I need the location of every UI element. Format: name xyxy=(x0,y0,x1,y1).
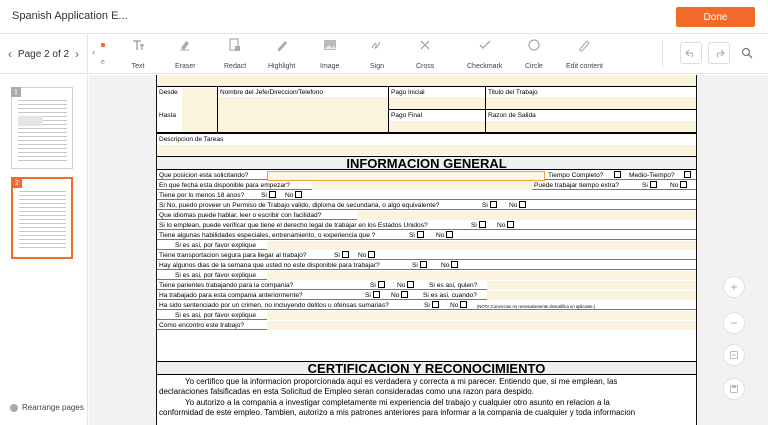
answer-field[interactable] xyxy=(357,211,696,220)
tool-cross-label: Cross xyxy=(416,63,435,70)
no-label: No xyxy=(450,302,459,309)
selected-tool-icon xyxy=(101,43,105,47)
checkbox[interactable] xyxy=(507,221,514,228)
checkbox[interactable] xyxy=(490,201,497,208)
zoom-in-button[interactable]: + xyxy=(723,276,745,298)
razon-field[interactable] xyxy=(486,121,696,132)
yes-label: Si xyxy=(261,192,267,199)
checkbox[interactable] xyxy=(368,251,375,258)
done-button[interactable]: Done xyxy=(676,7,755,27)
answer-field[interactable] xyxy=(487,291,696,300)
checkbox[interactable] xyxy=(614,171,621,178)
tool-image-label: Image xyxy=(320,63,340,70)
toolbar-divider xyxy=(662,40,663,68)
zoom-out-button[interactable]: − xyxy=(723,312,745,334)
tool-eraser-label: Eraser xyxy=(175,63,196,70)
label-hasta: Hasta xyxy=(159,112,176,119)
checkbox[interactable] xyxy=(401,291,408,298)
next-page-button[interactable]: › xyxy=(75,47,79,61)
rearrange-pages-button[interactable] xyxy=(10,403,84,412)
label-razon: Razon de Salida xyxy=(488,112,536,119)
tool-checkmark[interactable] xyxy=(467,38,502,70)
tool-sign[interactable] xyxy=(370,38,384,70)
text-icon xyxy=(131,38,145,52)
save-page-button[interactable] xyxy=(723,378,745,400)
fit-page-button[interactable] xyxy=(723,344,745,366)
title-bar xyxy=(0,0,768,34)
no-label: No xyxy=(397,282,406,289)
tool-circle-label: Circle xyxy=(525,63,543,70)
question-row xyxy=(157,261,696,270)
previous-tool-fragment[interactable] xyxy=(91,38,113,70)
question-label: Medio-Tiempo? xyxy=(629,172,675,179)
cert-line: Yo autorizo a la compania a investigar completamente mi experiencia del trabajo y cualquier otro asunto en relacion a la xyxy=(185,397,610,407)
no-label: No xyxy=(285,192,294,199)
checkbox[interactable] xyxy=(342,251,349,258)
signature-icon xyxy=(370,38,384,52)
tool-sign-label: Sign xyxy=(370,63,385,70)
checkbox[interactable] xyxy=(269,191,276,198)
question-label: Que posicion esta solicitando? xyxy=(159,172,249,179)
checkbox[interactable] xyxy=(680,181,687,188)
checkbox[interactable] xyxy=(373,291,380,298)
question-label: Ha trabajado para esta compania anteriormente? xyxy=(159,292,303,299)
image-icon xyxy=(323,38,337,52)
yes-label: Si xyxy=(642,182,648,189)
checkbox[interactable] xyxy=(417,231,424,238)
certification-heading: CERTIFICACION Y RECONOCIMIENTO xyxy=(157,361,696,375)
page-navigator xyxy=(0,34,88,74)
label-pago-final: Pago Final xyxy=(391,112,423,119)
undo-icon xyxy=(685,47,697,59)
search-icon xyxy=(741,47,753,59)
answer-field[interactable] xyxy=(267,271,696,280)
checkbox[interactable] xyxy=(378,281,385,288)
general-info-heading: INFORMACION GENERAL xyxy=(157,156,696,170)
checkbox[interactable] xyxy=(460,301,467,308)
question-row xyxy=(157,251,696,260)
yes-label: Si xyxy=(424,302,430,309)
question-label: Si es asi, quien? xyxy=(429,282,478,289)
fit-page-icon xyxy=(729,350,739,360)
question-row xyxy=(157,231,696,240)
chevron-left-icon[interactable]: ‹ xyxy=(92,47,96,58)
yes-label: Si xyxy=(471,222,477,229)
question-label: Ha sido sentenciado por un crimen, no incluyendo delitos u ofensas sumarias? xyxy=(159,302,389,309)
tool-cross[interactable] xyxy=(416,38,434,70)
question-label: Tiempo Completo? xyxy=(548,172,604,179)
no-label: No xyxy=(670,182,679,189)
question-label: Hay algunos dias de la semana que usted no este disponible para trabajar? xyxy=(159,262,380,269)
tool-circle[interactable] xyxy=(525,38,543,70)
tool-edit-content-label: Edit content xyxy=(566,63,603,70)
question-row xyxy=(157,201,696,210)
label-desde: Desde xyxy=(159,89,178,96)
question-row xyxy=(157,311,696,320)
checkbox[interactable] xyxy=(684,171,691,178)
selected-tool-label: e xyxy=(101,59,105,66)
toolbar xyxy=(0,34,768,74)
undo-button[interactable] xyxy=(680,42,702,64)
checkbox[interactable] xyxy=(295,191,302,198)
question-label: Si es asi, por favor explique xyxy=(175,242,256,249)
pencil-icon xyxy=(577,38,591,52)
page-number-badge: 1 xyxy=(11,87,21,97)
no-label: No xyxy=(509,202,518,209)
highlighter-icon xyxy=(275,38,289,52)
question-row xyxy=(157,241,696,250)
tool-highlight[interactable] xyxy=(268,38,295,70)
history-tools xyxy=(680,42,758,64)
no-label: No xyxy=(441,262,450,269)
thumbnail-preview-block xyxy=(18,116,43,126)
cert-line: declaraciones falsificadas en esta Solicitud de Empleo seran consideradas como una razon para despido. xyxy=(159,387,534,397)
question-row xyxy=(157,211,696,220)
eraser-icon xyxy=(178,38,192,52)
page-number-badge: 2 xyxy=(12,178,22,188)
no-label: No xyxy=(436,232,445,239)
question-label: Si lo emplean, puede verificar que tiene el derecho legal de trabajar en los Estados Unidos? xyxy=(159,222,428,229)
checkbox[interactable] xyxy=(407,281,414,288)
checkbox[interactable] xyxy=(432,301,439,308)
question-label: Tiene por lo menos 18 anos? xyxy=(159,192,245,199)
tool-text-label: Text xyxy=(131,63,145,70)
label-pago-inicial: Pago Inicial xyxy=(391,89,425,96)
cert-line: Yo certifico que la informacion proporcionada aqui es verdadera y correcta a mi parecer. Entiendo que, si me emplean, las xyxy=(185,377,618,386)
question-label: Si es asi, cuando? xyxy=(423,292,477,299)
answer-field[interactable] xyxy=(312,181,532,190)
tool-highlight-label: Highlight xyxy=(268,63,296,70)
thumbnail-preview xyxy=(18,100,67,162)
yes-label: Si xyxy=(365,292,371,299)
document-page xyxy=(156,75,697,425)
tool-checkmark-label: Checkmark xyxy=(467,63,503,70)
certification-text xyxy=(157,377,696,419)
question-label: En que fecha esta disponible para empezar? xyxy=(159,182,290,189)
question-row xyxy=(157,191,696,200)
employer-field[interactable] xyxy=(218,97,388,132)
question-label: Tiene transportacion segura para llegar al trabajo? xyxy=(159,252,307,259)
question-label: Que idiomas puede hablar, leer o escribir con facilidad? xyxy=(159,212,322,219)
question-label: Puede trabajar tiempo extra? xyxy=(534,182,620,189)
question-row xyxy=(157,171,696,180)
tool-image[interactable] xyxy=(320,38,339,70)
save-icon xyxy=(729,384,739,394)
table-divider xyxy=(388,87,389,133)
question-label: Si es asi, por favor explique xyxy=(175,312,256,319)
question-row xyxy=(157,281,696,290)
redo-button[interactable] xyxy=(708,42,730,64)
page-indicator: Page 2 of 2 xyxy=(17,48,70,60)
question-row xyxy=(157,221,696,230)
no-label: No xyxy=(358,252,367,259)
question-label: Tiene algunas habilidades especiales, entrenamiento, o experiencia que ? xyxy=(159,232,376,239)
no-label: No xyxy=(497,222,506,229)
checkbox[interactable] xyxy=(650,181,657,188)
checkbox[interactable] xyxy=(446,231,453,238)
no-label: No xyxy=(391,292,400,299)
yes-label: Si xyxy=(412,262,418,269)
checkbox[interactable] xyxy=(519,201,526,208)
search-button[interactable] xyxy=(736,42,758,64)
question-row xyxy=(157,271,696,280)
cross-icon xyxy=(418,38,432,52)
titulo-field[interactable] xyxy=(486,97,696,109)
task-description-row xyxy=(157,133,696,155)
table-divider xyxy=(485,87,486,133)
answer-field[interactable] xyxy=(267,321,696,330)
tool-edit-content[interactable] xyxy=(566,38,603,70)
redo-icon xyxy=(713,47,725,59)
question-row xyxy=(157,301,696,310)
document-title: Spanish Application E... xyxy=(12,10,128,22)
rearrange-label: Rearrange pages xyxy=(22,403,84,412)
note-text: (NOTA:Conviccion no necesariamente descalifica un aplicante.) xyxy=(477,304,596,309)
question-row xyxy=(157,291,696,300)
form-field-fill xyxy=(157,75,696,86)
circle-icon xyxy=(527,38,541,52)
checkbox[interactable] xyxy=(420,261,427,268)
label-titulo: Titulo del Trabajo xyxy=(488,89,538,96)
yes-label: Si xyxy=(409,232,415,239)
page-thumbnails-sidebar xyxy=(0,75,88,425)
redact-icon xyxy=(228,38,242,52)
checkmark-icon xyxy=(478,38,492,52)
position-input[interactable] xyxy=(267,171,545,181)
question-label: Tiene parientes trabajando para la compania? xyxy=(159,282,294,289)
rearrange-icon xyxy=(10,404,18,412)
pago-inicial-field[interactable] xyxy=(389,97,485,109)
prev-page-button[interactable]: ‹ xyxy=(8,47,12,61)
pago-final-field[interactable] xyxy=(389,121,485,132)
date-field[interactable] xyxy=(182,88,217,132)
label-jefe: Nombre del Jefe/Direccion/Telefono xyxy=(220,89,323,96)
question-row xyxy=(157,321,696,330)
page-thumbnail-2[interactable] xyxy=(11,177,73,259)
answer-field[interactable] xyxy=(267,311,696,320)
description-field[interactable] xyxy=(157,145,696,155)
tool-redact[interactable] xyxy=(224,38,246,70)
question-label: Como encontro este trabajo? xyxy=(159,322,245,329)
label-descripcion: Descripcion de Tareas xyxy=(159,136,224,143)
thumbnail-preview xyxy=(19,191,66,251)
table-divider xyxy=(388,109,696,110)
checkbox[interactable] xyxy=(451,261,458,268)
question-label: Si es asi, por favor explique xyxy=(175,272,256,279)
yes-label: Si xyxy=(334,252,340,259)
table-divider xyxy=(217,87,218,133)
document-canvas xyxy=(89,75,768,425)
cert-line: conformidad de este empleo. Tambien, autorizo a mis patrones anteriores para informar a la compania de cualquier y toda informacion xyxy=(159,408,636,418)
answer-field[interactable] xyxy=(487,281,696,290)
question-row xyxy=(157,181,696,190)
checkbox[interactable] xyxy=(479,221,486,228)
tool-text[interactable] xyxy=(131,38,145,70)
yes-label: Si xyxy=(482,202,488,209)
tool-eraser[interactable] xyxy=(175,38,196,70)
tool-redact-label: Redact xyxy=(224,63,247,70)
page-thumbnail-1[interactable] xyxy=(11,87,73,169)
answer-field[interactable] xyxy=(267,241,696,250)
question-label: Si No, puedo proveer un Permiso de Trabajo valido, diploma de secundaria, o algo equivalente? xyxy=(159,202,440,209)
yes-label: Si xyxy=(370,282,376,289)
